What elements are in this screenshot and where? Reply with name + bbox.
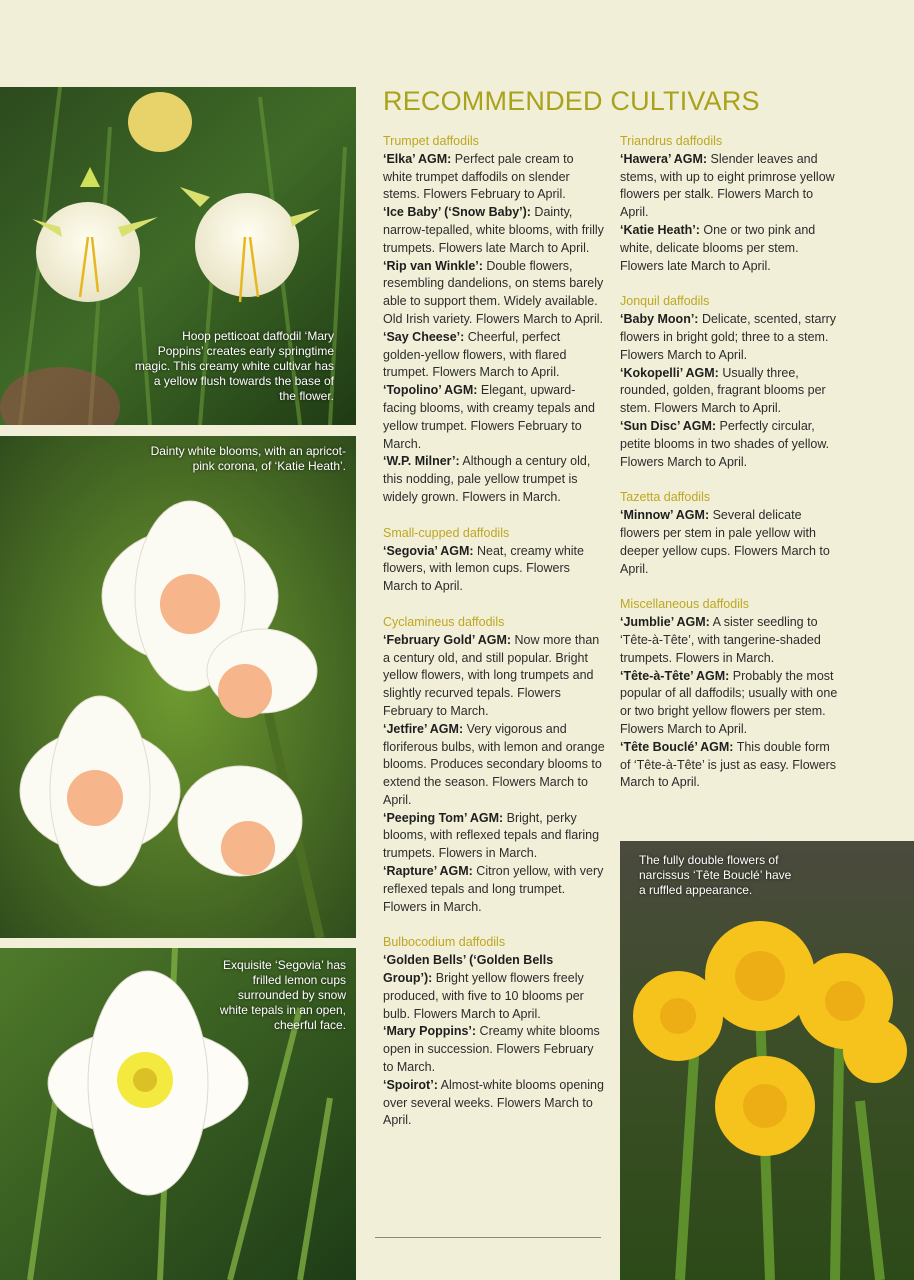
section-title: Small-cupped daffodils [383, 525, 510, 540]
cultivar-entry [383, 632, 605, 721]
cultivar-name: ‘Jetfire’ AGM: [383, 721, 464, 736]
cultivar-description: Slender leaves and stems, with up to eight primrose yellow flowers per stalk. Flowers March to April. [620, 151, 835, 220]
cultivar-entry [620, 507, 842, 578]
cultivar-entry [383, 952, 605, 1023]
cultivar-name: ‘Hawera’ AGM: [620, 151, 708, 166]
cultivar-description: Perfect pale cream to white trumpet daffodils on slender stems. Flowers February to April. [383, 151, 574, 202]
photo-tete-boucle [620, 841, 914, 1280]
cultivar-description: Dainty, narrow-tepalled, white blooms, with frilly trumpets. Flowers late March to April. [383, 205, 604, 255]
photo-katie-heath [0, 436, 356, 938]
caption-katie-heath: Dainty white blooms, with an apricot-pink corona, of ‘Katie Heath’. [150, 444, 346, 473]
cultivar-entry [620, 365, 842, 418]
cultivar-section [383, 525, 605, 596]
photo-hoop-petticoat-mary-poppins [0, 87, 356, 425]
cultivar-section [383, 934, 605, 1130]
cultivar-entry [620, 614, 842, 667]
cultivar-name: ‘Mary Poppins’: [383, 1024, 477, 1039]
cultivar-name: ‘Topolino’ AGM: [383, 383, 478, 398]
cultivar-entry [383, 863, 605, 916]
cultivar-section [383, 614, 605, 917]
divider-rule [375, 1237, 601, 1238]
cultivar-name: ‘W.P. Milner’: [383, 454, 460, 469]
cultivar-description: Now more than a century old, and still popular. Bright yellow flowers, with long trumpets and slightly recurved tepals. Flowers February to March. [383, 632, 600, 718]
cultivar-name: ‘Rapture’ AGM: [383, 864, 473, 879]
cultivar-name: ‘February Gold’ AGM: [383, 632, 512, 647]
cultivar-description: Bright, perky blooms, with reflexed tepals and flaring trumpets. Flowers in March. [383, 810, 600, 861]
cultivar-entry [383, 204, 605, 257]
cultivar-entry [620, 418, 842, 471]
cultivar-entry [620, 151, 842, 222]
cultivar-section [620, 596, 842, 792]
cultivar-description: Double flowers, resembling dandelions, on stems barely able to support them. Widely available. Old Irish variety. Flowers March to April. [383, 258, 604, 326]
cultivars-column-right [620, 133, 842, 810]
cultivar-description: Bright yellow flowers freely produced, with five to 10 blooms per bulb. Flowers March to April. [383, 971, 584, 1021]
cultivar-name: ‘Segovia’ AGM: [383, 543, 474, 558]
cultivar-entry [620, 739, 842, 792]
cultivar-description: A sister seedling to ‘Tête-à-Tête’, with tangerine-shaded trumpets. Flowers in March. [620, 615, 821, 665]
cultivar-name: ‘Kokopelli’ AGM: [620, 365, 719, 380]
cultivar-description: Very vigorous and floriferous bulbs, with lemon and orange blooms. Produces secondary blooms to extend the season. Flowers March to April. [383, 721, 605, 807]
section-title: Bulbocodium daffodils [383, 935, 506, 950]
cultivar-name: ‘Say Cheese’: [383, 329, 465, 344]
tete-boucle-image [620, 841, 914, 1280]
cultivar-description: One or two pink and white, delicate blooms per stem. Flowers late March to April. [620, 222, 816, 273]
section-title: Triandrus daffodils [620, 134, 723, 148]
cultivar-description: Creamy white blooms open in succession. Flowers February to March. [383, 1024, 600, 1075]
section-title: Tazetta daffodils [620, 490, 711, 505]
cultivar-entry [383, 329, 605, 382]
caption-segovia: Exquisite ‘Segovia’ has frilled lemon cups surrounded by snow white tepals in an open, cheerful face. [219, 958, 346, 1032]
cultivar-name: ‘Elka’ AGM: [383, 151, 452, 166]
cultivar-name: ‘Jumblie’ AGM: [620, 615, 710, 630]
cultivar-entry [383, 151, 605, 204]
section-title: Cyclamineus daffodils [383, 614, 505, 629]
section-title: Trumpet daffodils [383, 134, 479, 148]
section-title: Jonquil daffodils [620, 294, 710, 309]
cultivar-name: ‘Spoirot’: [383, 1077, 438, 1092]
katie-heath-image [0, 436, 356, 938]
cultivar-name: ‘Baby Moon’: [620, 312, 699, 327]
cultivar-entry [383, 543, 605, 596]
section-title: Miscellaneous daffodils [620, 597, 750, 612]
cultivar-description: Delicate, scented, starry flowers in bright gold; three to a stem. Flowers March to April. [620, 312, 837, 362]
cultivar-entry [383, 382, 605, 453]
cultivar-entry [383, 453, 605, 506]
page-heading: RECOMMENDED CULTIVARS [383, 86, 760, 116]
cultivar-description: Almost-white blooms opening over several weeks. Flowers March to April. [383, 1077, 604, 1128]
cultivar-section [383, 133, 605, 507]
cultivar-section [620, 293, 842, 471]
cultivar-name: ‘Katie Heath’: [620, 222, 700, 237]
cultivar-description: Neat, creamy white flowers, with lemon cups. Flowers March to April. [383, 543, 584, 594]
cultivar-description: Perfectly circular, petite blooms in two shades of yellow. Flowers March to April. [620, 418, 830, 469]
cultivar-section [620, 489, 842, 578]
cultivar-name: ‘Peeping Tom’ AGM: [383, 810, 504, 825]
cultivar-description: Although a century old, this nodding, pale yellow trumpet is widely grown. Flowers in March. [383, 454, 591, 504]
cultivar-name: ‘Rip van Winkle’: [383, 258, 483, 273]
cultivar-description: Usually three, rounded, golden, fragrant blooms per stem. Flowers March to April. [620, 365, 826, 416]
cultivar-entry [620, 668, 842, 739]
cultivar-entry [620, 311, 842, 364]
cultivar-name: ‘Sun Disc’ AGM: [620, 418, 717, 433]
cultivar-entry [620, 222, 842, 275]
caption-tete-boucle: The fully double flowers of narcissus ‘Tête Bouclé’ have a ruffled appearance. [639, 853, 792, 897]
cultivars-column-left [383, 133, 605, 1148]
cultivar-entry [383, 721, 605, 810]
cultivar-entry [383, 258, 605, 329]
cultivar-description: Elegant, upward-facing blooms, with creamy tepals and yellow trumpet. Flowers February to March. [383, 383, 595, 451]
cultivar-entry [383, 1023, 605, 1076]
cultivar-description: Probably the most popular of all daffodils; usually with one or two bright yellow flowers per stem. Flowers March to April. [620, 668, 838, 736]
cultivar-name: ‘Golden Bells’ (‘Golden Bells Group’): [383, 953, 554, 986]
cultivar-name: ‘Tête-à-Tête’ AGM: [620, 668, 730, 683]
caption-hoop-petticoat: Hoop petticoat daffodil ‘Mary Poppins’ creates early springtime magic. This creamy white cultivar has a yellow flush towards the base of the flower. [134, 329, 334, 403]
cultivar-description: Several delicate flowers per stem in pale yellow with deeper yellow cups. Flowers March to April. [620, 508, 830, 576]
cultivar-name: ‘Minnow’ AGM: [620, 508, 710, 523]
cultivar-name: ‘Ice Baby’ (‘Snow Baby’): [383, 205, 531, 220]
cultivar-description: Cheerful, perfect golden-yellow flowers, with flared trumpet. Flowers March to April. [383, 329, 567, 380]
cultivar-section [620, 133, 842, 275]
photo-segovia [0, 948, 356, 1280]
cultivar-description: This double form of ‘Tête-à-Tête’ is just as easy. Flowers March to April. [620, 739, 837, 790]
cultivar-name: ‘Tête Bouclé’ AGM: [620, 739, 734, 754]
cultivar-entry [383, 810, 605, 863]
cultivar-description: Citron yellow, with very reflexed tepals and long trumpet. Flowers in March. [383, 864, 604, 914]
cultivar-entry [383, 1077, 605, 1130]
